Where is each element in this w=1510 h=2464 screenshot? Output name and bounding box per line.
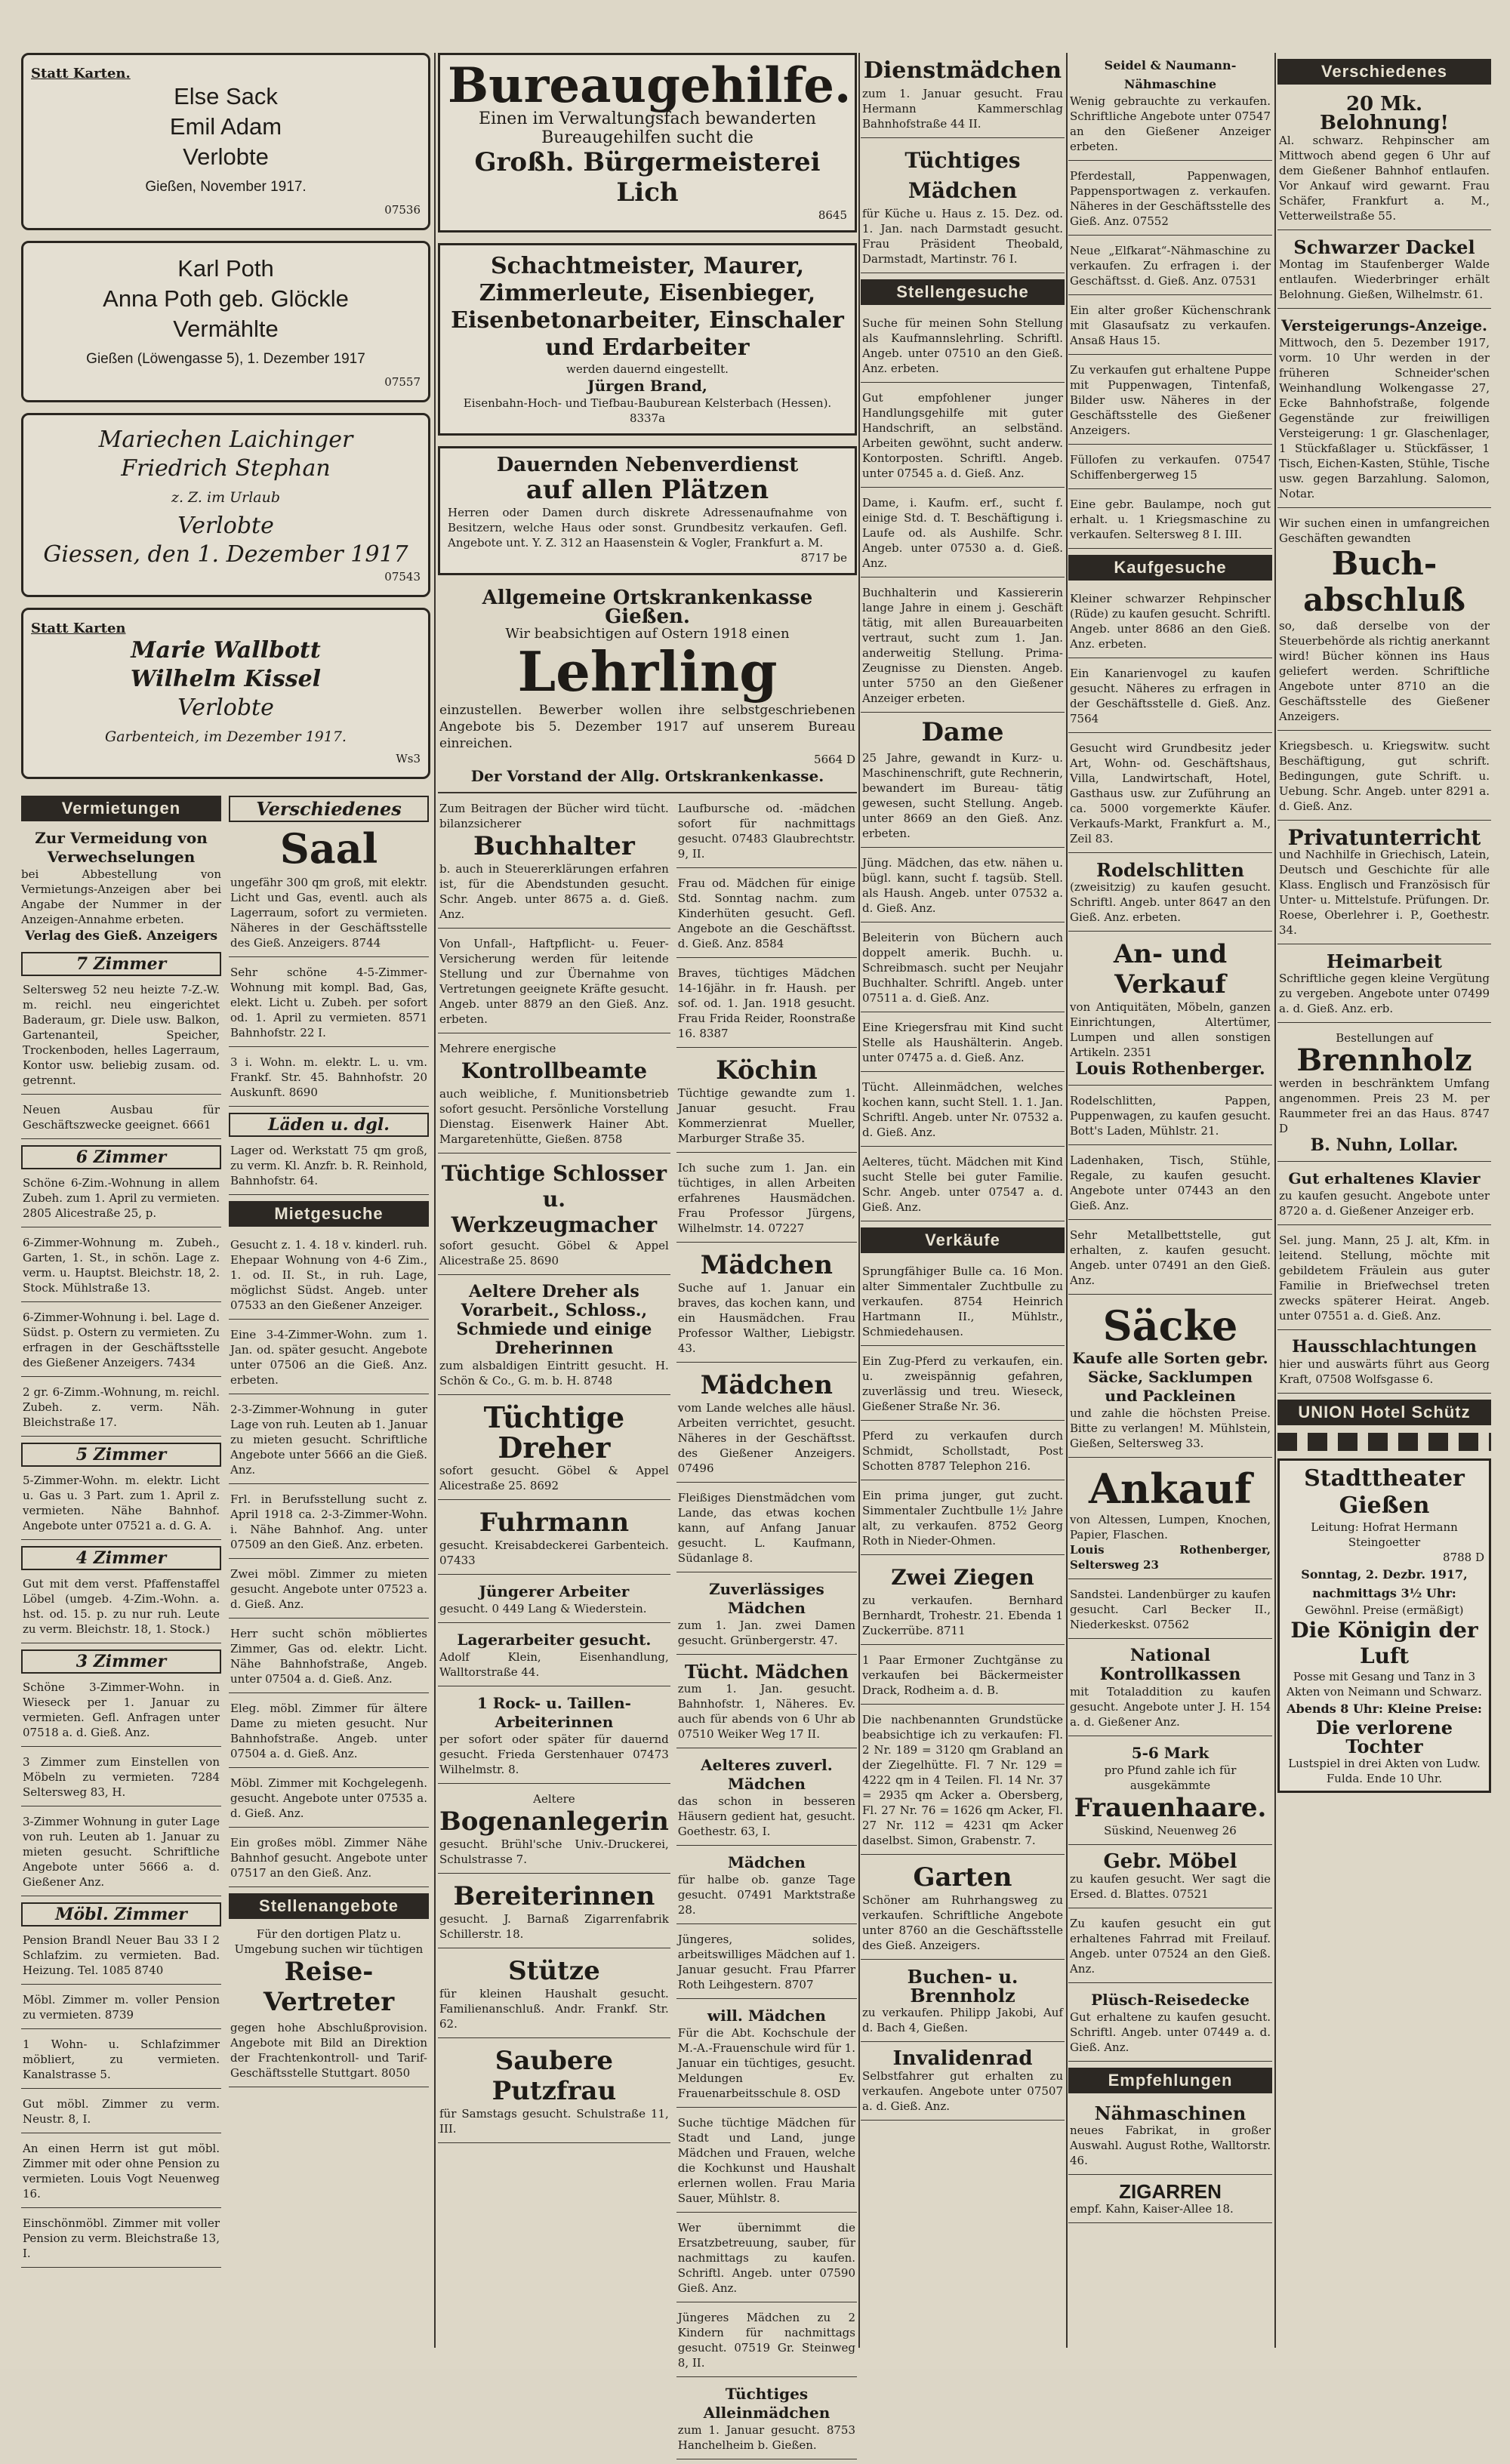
ad-signature: Süskind, Neuenweg 26: [1104, 1824, 1237, 1837]
classified-ad: 3 i. Wohn. m. elektr. L. u. vm. Frankf. Str. 45. Bahnhofstr. 20 Auskunft. 8690: [229, 1052, 429, 1107]
ad-text: Wenig gebrauchte zu verkaufen. Schriftliche Angebote unter 07547 an den Gießener Anzeiger erbeten.: [1070, 94, 1271, 153]
ad-headline-purchase: Ankauf: [1088, 1465, 1253, 1513]
classified-ad: Gesucht z. 1. 4. 18 v. kinderl. ruh. Ehepaar Wohnung von 4-6 Zim., 1. od. II. St., in ruh. Lage, möglichst Südst. Angeb. unter 07533 an den Gießener Anzeiger.: [229, 1234, 429, 1320]
notice-text: bei Abbestellung von Vermietungs-Anzeigen aber bei Angabe der Nummer in der Anzeigen-Annahme erbeten.: [21, 867, 221, 926]
ad-text: Braves, tüchtiges Mädchen 14-16jähr. in fr. Haush. per sof. od. 1. Jan. 1918 gesucht. Frau Frida Reider, Roonstraße 16. 8387: [677, 966, 855, 1040]
ad-text: zum 1. Januar gesucht. 8753 Hanchelheim b. Gießen.: [677, 2423, 855, 2452]
notice-line: Anna Poth geb. Glöckle: [103, 285, 349, 312]
ad-headline: Tüchtiges Alleinmädchen: [703, 2385, 830, 2422]
ad-headline-auction: Versteigerungs-Anzeige.: [1280, 316, 1488, 334]
ad-intro: Wir beabsichtigen auf Ostern 1918 einen: [505, 626, 790, 642]
classified-ad: Ein Kanarienvogel zu kaufen gesucht. Näheres zu erfragen in der Geschäftsstelle d. Gieß. Anz. 7564: [1068, 663, 1272, 733]
ad-headline: Stütze: [508, 1956, 600, 1986]
classified-ad: Ein Zug-Pferd zu verkaufen, ein. u. zweispännig gefahren, zuverlässig und treu. Wieseck, Gießener Straße Nr. 36.: [861, 1351, 1065, 1421]
ad-headline: 1 Rock- u. Taillen-Arbeiterinnen: [476, 1694, 631, 1731]
ad-text: Laufbursche od. -mädchen sofort für nachmittags gesucht. 07483 Glaubrechtstr. 9, II.: [677, 802, 855, 861]
column-rule: [434, 53, 436, 2348]
ad-headline: National Kontrollkassen: [1099, 1646, 1241, 1684]
ad-intro: Mehrere energische: [439, 1042, 556, 1055]
engagement-notice-laichinger-stephan: [21, 413, 430, 597]
classified-ad: Die nachbenannten Grundstücke beabsichtige ich zu verkaufen: Fl. 2 Nr. 189 = 3120 qm Grabland an der Ziegelhütte. Fl. 7 Nr. 129 = 4222 qm in 4 Teilen. Fl. 14 Nr. 37 = 2935 qm Acker a. Obersberg, Fl. 27 Nr. 76 = 1626 qm Acker, Fl. 27 Nr. 112 = 4231 qm Acker daselbst. Simon, Grabenstr. 7.: [861, 1709, 1065, 1855]
theater-title: Stadttheater Gießen: [1304, 1465, 1465, 1519]
ad-text: Fleißiges Dienstmädchen vom Lande, das etwas kochen kann, auf Anfang Januar gesucht. L. Kaufmann, Südanlage 8.: [677, 1491, 855, 1565]
classified-ad: Ein großes möbl. Zimmer Nähe Bahnhof gesucht. Angebote unter 07517 an den Gieß. Anz.: [229, 1832, 429, 1887]
subheader-shops: Läden u. dgl.: [229, 1113, 429, 1137]
ad-headline: Rodelschlitten: [1096, 859, 1244, 881]
misc-and-wanted-section: [229, 790, 429, 2272]
ad-text: vom Lande welches alle häusl. Arbeiten verrichtet, gesucht. Näheres in der Geschäftsst. des Gießener Anzeigers. 07496: [677, 1401, 855, 1475]
ad-text: auch weibliche, f. Munitionsbetrieb sofort gesucht. Persönliche Vorstellung Dienstag. Eisenwerk Hainer Abt. Margaretenhütte, Gießen. 8758: [439, 1087, 669, 1146]
ad-headline: Heimarbeit: [1327, 950, 1442, 972]
theater-play-desc: Posse mit Gesang und Tanz in 3 Akten von Neimann und Schwarz.: [1287, 1670, 1482, 1699]
ad-headline: ZIGARREN: [1119, 2180, 1222, 2203]
ad-text: Al. schwarz. Rehpinscher am Mittwoch abend gegen 6 Uhr auf dem Gießener Bahnhof entlaufen. Vor Ankauf wird gewarnt. Frau Schäfer, Frankfurt a. M., Vetterweilstraße 55.: [1279, 134, 1490, 223]
ad-text: (zweisitzig) zu kaufen gesucht. Schriftl. Angeb. unter 8647 an den Gieß. Anz. erbeten.: [1070, 880, 1271, 924]
classified-ad: Pferd zu verkaufen durch Schmidt, Schollstadt, Post Schotten 8787 Telephon 216.: [861, 1425, 1065, 1480]
ad-headline: Invalidenrad: [892, 2047, 1033, 2070]
ad-code: 5664 D: [814, 753, 855, 766]
notice-line: Gießen (Löwengasse 5), 1. Dezember 1917: [86, 351, 365, 367]
ad-text: Wer übernimmt die Ersatzbetreuung, sauber, für nachmittags zu kaufen. Schriftl. Angeb. unter 07590 Gieß. Anz.: [677, 2221, 855, 2295]
ad-text: gesucht. Brühl'sche Univ.-Druckerei, Schulstrasse 7.: [439, 1837, 669, 1866]
ad-headline: Seidel & Naumann-Nähmaschine: [1104, 58, 1237, 91]
ad-text: Montag im Staufenberger Walde entlaufen. Wiederbringer erhält Belohnung. Gießen, Wilhelmstr. 61.: [1279, 257, 1490, 301]
classified-ad: Einschönmöbl. Zimmer mit voller Pension zu verm. Bleichstraße 13, I.: [21, 2213, 221, 2268]
ad-headline: Saubere Putzfrau: [492, 2046, 617, 2106]
ad-headline: Mädchen: [700, 1250, 833, 1280]
column-job-wanted-sales: [861, 53, 1065, 2348]
ad-headline: Tüchtige Dreher: [483, 1400, 625, 1465]
classified-ad: Zu kaufen gesucht ein gut erhaltenes Fahrrad mit Freilauf. Angeb. unter 07524 an den Gieß. Anz.: [1068, 1913, 1272, 1983]
subheader-3-rooms: 3 Zimmer: [21, 1649, 221, 1674]
ad-construction-workers: [438, 243, 857, 436]
classified-ad: Kriegsbesch. u. Kriegswitw. sucht Beschäftigung, gut schrift. Bedingungen, gute Schrift. u. Uebung. Schr. Angeb. unter 8291 a. d. Gieß. Anz.: [1277, 735, 1491, 821]
ad-signature: Großh. Bürgermeisterei Lich: [474, 147, 821, 208]
ad-headline: Lagerarbeiter gesucht.: [457, 1631, 652, 1649]
classified-ad: 2-3-Zimmer-Wohnung in guter Lage von ruh. Leuten ab 1. Januar zu mieten gesucht. Schriftliche Angebote unter 5666 an die Gieß. Anz.: [229, 1399, 429, 1484]
notice-tag: Statt Karten.: [31, 66, 131, 82]
ad-text: für halbe ob. ganze Tage gesucht. 07491 Marktstraße 28.: [677, 1873, 855, 1917]
classified-ad: Seltersweg 52 neu heizte 7-Z.-W. m. reichl. neu eingerichtet Baderaum, gr. Diele usw. Balkon, Gartenanteil, Speicher, Trockenboden, helles Lagerraum, Kontor usw. beliebig zusam. od. getrennt.: [21, 979, 221, 1095]
ad-text: Jüngeres Mädchen zu 2 Kindern für nachmittags gesucht. 07519 Gr. Steinweg 8, II.: [677, 2311, 855, 2370]
classified-ad: Ein prima junger, gut zucht. Simmentaler Zuchtbulle 1½ Jahre alt, zu verkaufen. 8752 Georg Roth in Nieder-Ohmen.: [861, 1485, 1065, 1555]
ad-text: für kleinen Haushalt gesucht. Familienanschluß. Andr. Frankf. Str. 62.: [439, 1987, 669, 2031]
notice-line: Giessen, den 1. Dezember 1917: [43, 541, 408, 568]
ad-text: von Antiquitäten, Möbeln, ganzen Einrichtungen, Altertümer, Lumpen und allen sonstigen Artikeln. 2351: [1070, 1000, 1271, 1059]
ad-text: für Samstags gesucht. Schulstraße 11, III.: [439, 2107, 669, 2136]
ad-code: 8645: [818, 208, 847, 222]
ad-headline: Zuverlässiges Mädchen: [709, 1580, 824, 1617]
ad-headline-reward: 20 Mk. Belohnung!: [1320, 93, 1449, 134]
classified-ad: Buchhalterin und Kassiererin lange Jahre in einem j. Geschäft tätig, mit allen Bureauarbeiten vertraut, sucht zum 1. Jan. anderweitig Stellung. Prima-Zeugnisse zu Diensten. Angeb. unter 5750 an den Gießener Anzeiger erbeten.: [861, 582, 1065, 713]
ad-text: gesucht. Kreisabdeckerei Garbenteich. 07433: [439, 1538, 669, 1567]
ad-text: zum 1. Januar gesucht. Frau Hermann Kammerschlag Bahnhofstraße 44 II.: [862, 87, 1063, 131]
ad-headline: Tüchtige Schlosser u. Werkzeugmacher: [441, 1161, 667, 1237]
classified-ad: 1 Wohn- u. Schlafzimmer möbliert, zu vermieten. Kanalstrasse 5.: [21, 2034, 221, 2089]
notice-line: Verlobte: [177, 695, 274, 721]
ad-signature: Louis Rothenberger, Seltersweg 23: [1070, 1543, 1271, 1572]
subheader-4-rooms: 4 Zimmer: [21, 1546, 221, 1570]
notice-signature: Verlag des Gieß. Anzeigers: [24, 929, 218, 944]
ad-text: für Küche u. Haus z. 15. Dez. od. 1. Jan. nach Darmstadt gesucht. Frau Präsident Theobald, Darmstadt, Martinstr. 76 I.: [862, 207, 1063, 266]
notice-line: Verlobte: [183, 143, 269, 170]
ad-headline: Kontrollbeamte: [461, 1058, 648, 1083]
engagement-notice-sack-adam: [21, 53, 430, 230]
ad-headline: Mädchen: [727, 1853, 806, 1871]
ad-text: zum 1. Jan. zwei Damen gesucht. Grünbergerstr. 47.: [677, 1619, 855, 1647]
ad-intro: Zum Beitragen der Bücher wird tücht. bilanzsicherer: [439, 802, 669, 830]
ad-code: Ws3: [396, 752, 421, 765]
ad-headline-bookkeeping: Buch-abschluß: [1303, 545, 1465, 618]
ad-headline: Allgemeine Ortskrankenkasse Gießen.: [482, 587, 813, 628]
classified-ad: An einen Herrn ist gut möbl. Zimmer mit oder ohne Pension zu vermieten. Louis Vogt Neuenweg 16.: [21, 2138, 221, 2208]
ad-text: Eisenbahn-Hoch- und Tiefbau-Bauburean Kelsterbach (Hessen). 8337a: [463, 396, 832, 425]
classified-ad: Eine 3-4-Zimmer-Wohn. zum 1. Jan. od. später gesucht. Angebote unter 07506 an die Gieß. Anz. erbeten.: [229, 1324, 429, 1394]
classified-ad: Pferdestall, Pappenwagen, Pappensportwagen z. verkaufen. Näheres in der Geschäftsstelle des Gieß. Anz. 07552: [1068, 165, 1272, 236]
notice-line: Else Sack: [174, 83, 278, 109]
ad-text: hier und auswärts führt aus Georg Kraft, 07508 Wolfsgasse 6.: [1279, 1357, 1490, 1386]
ad-headline: Tücht. Mädchen: [684, 1661, 849, 1683]
ad-headline: Nähmaschinen: [1094, 2102, 1247, 2124]
ad-headline-sacks: Säcke: [1102, 1301, 1238, 1350]
ad-headline-hall: Saal: [279, 824, 378, 873]
classified-ad: Ein alter großer Küchenschrank mit Glasaufsatz zu verkaufen. Ansaß Haus 15.: [1068, 300, 1272, 355]
ad-text: Suche auf 1. Januar ein braves, das kochen kann, und ein Hausmädchen. Frau Professor Walther, Liebigstr. 43.: [677, 1281, 855, 1355]
section-header-rental-wanted: Mietgesuche: [229, 1201, 429, 1227]
classified-ad: 3 Zimmer zum Einstellen von Möbeln zu vermieten. 7284 Seltersweg 83, H.: [21, 1751, 221, 1806]
ad-text: Für die Abt. Kochschule der M.-A.-Frauenschule wird für 1. Januar ein tüchtiges, gesucht. Meldungen Ev. Frauenarbeitsschule 8. OSD: [677, 2026, 855, 2100]
subheader-5-rooms: 5 Zimmer: [21, 1443, 221, 1467]
notice-line: Wilhelm Kissel: [130, 666, 322, 692]
column-rule: [1066, 53, 1068, 2348]
ad-headline: Gut erhaltenes Klavier: [1288, 1169, 1481, 1187]
ad-apprentice-ortskrankenkasse: [438, 586, 857, 793]
ad-text: einzustellen. Bewerber wollen ihre selbstgeschriebenen Angebote bis 5. Dezember 1917 auf unserem Bureau einreichen.: [439, 703, 855, 751]
subheader-7-rooms: 7 Zimmer: [21, 952, 221, 976]
theater-date: Sonntag, 2. Dezbr. 1917, nachmittags 3½ Uhr:: [1301, 1567, 1468, 1600]
classified-ad: Herr sucht schön möbliertes Zimmer, Gas od. elektr. Licht. Nähe Bahnhofstraße, Angeb. unter 07504 a. d. Gieß. Anz.: [229, 1623, 429, 1693]
theater-prices: Gewöhnl. Preise (ermäßigt): [1305, 1603, 1464, 1617]
ad-headline: Fuhrmann: [479, 1508, 630, 1538]
section-header-jobs-wanted: Stellengesuche: [861, 279, 1065, 305]
ad-text: von Altessen, Lumpen, Knochen, Papier, Flaschen.: [1070, 1513, 1271, 1542]
ad-headline: Aeltere Dreher als Vorarbeit., Schloss., Schmiede und einige Dreherinnen: [456, 1282, 652, 1358]
ad-text: das schon in besseren Häusern gedient hat, gesucht. Goethestr. 63, I.: [677, 1794, 855, 1838]
column-rule: [1274, 53, 1276, 2348]
theater-play-desc-2: Lustspiel in drei Akten von Ludw. Fulda. Ende 10 Uhr.: [1288, 1757, 1481, 1785]
ad-text: Adolf Klein, Eisenhandlung, Walltorstraße 44.: [439, 1650, 669, 1679]
ad-headline: Buchhalter: [473, 831, 635, 861]
classified-ad: 2 gr. 6-Zimm.-Wohnung, m. reichl. Zubeh. z. verm. Näh. Bleichstraße 17.: [21, 1381, 221, 1437]
classified-ad: Sehr schöne 4-5-Zimmer-Wohnung mit kompl. Bad, Gas, elekt. Licht u. Zubeh. per sofort od. 1. April zu vermieten. 8571 Bahnhofstr. 22 I.: [229, 962, 429, 1047]
ad-code: 07557: [384, 375, 421, 389]
ad-intro: Für den dortigen Platz u. Umgebung suchen wir tüchtigen: [234, 1927, 424, 1956]
classified-ad: Zu verkaufen gut erhaltene Puppe mit Puppenwagen, Tintenfaß, Bilder usw. Näheres in der Geschäftsstelle des Gießener Anzeigers.: [1068, 359, 1272, 445]
classified-ad: Eine Kriegersfrau mit Kind sucht Stelle als Haushälterin. Angeb. unter 07475 a. d. Gieß. Anz.: [861, 1017, 1065, 1072]
ad-text: zu kaufen gesucht. Angebote unter 8720 a. d. Gießener Anzeiger erb.: [1279, 1189, 1490, 1218]
notice-line: Garbenteich, im Dezember 1917.: [105, 728, 347, 745]
column-job-ads: [438, 53, 857, 2452]
ad-headline-tutoring: Privatunterricht: [1287, 825, 1481, 850]
ad-text: zu verkaufen. Philipp Jakobi, Auf d. Bach 4, Gießen.: [862, 2006, 1063, 2034]
ad-headline: Zwei Ziegen: [891, 1565, 1034, 1590]
theater-play-title: Die Königin der Luft: [1290, 1618, 1478, 1668]
ad-text: neues Fabrikat, in großer Auswahl. August Rothe, Walltorstr. 46.: [1070, 2124, 1271, 2167]
ad-subheadline: Kaufe alle Sorten gebr. Säcke, Sacklumpen und Packleinen: [1072, 1349, 1268, 1405]
classified-ad: Kleiner schwarzer Rehpinscher (Rüde) zu kaufen gesucht. Schriftl. Angeb. unter 8686 an den Gieß. Anz. erbeten.: [1068, 588, 1272, 658]
ad-signature: Der Vorstand der Allg. Ortskrankenkasse.: [470, 767, 824, 785]
classified-ad: Gut empfohlener junger Handlungsgehilfe mit guter Handschrift, an selbständ. Arbeiten gewöhnt, sucht anderw. Kontorposten. Schriftl. Angeb. unter 07545 a. d. Gieß. Anz.: [861, 387, 1065, 488]
ad-text: Selbstfahrer gut erhalten zu verkaufen. Angebote unter 07507 a. d. Gieß. Anz.: [862, 2069, 1063, 2113]
classified-ad: Beleiterin von Büchern auch doppelt amerik. Buchh. u. Schreibmasch. sucht per Neujahr Buchhalter. Schriftl. Angeb. unter 07511 a. d. Gieß. Anz.: [861, 927, 1065, 1012]
ad-text: Gut erhaltene zu kaufen gesucht. Schriftl. Angeb. unter 07449 a. d. Gieß. Anz.: [1070, 2010, 1271, 2054]
notice-line: Verlobte: [177, 513, 274, 539]
classified-ad: Schöne 3-Zimmer-Wohn. in Wieseck per 1. Januar zu vermieten. Gefl. Anfragen unter 07518 a. d. Gieß. Anz.: [21, 1677, 221, 1747]
classified-ad: Ladenhaken, Tisch, Stühle, Regale, zu kaufen gesucht. Angebote unter 07443 an den Gieß. Anz.: [1068, 1150, 1272, 1220]
classified-ad: 6-Zimmer-Wohnung i. bel. Lage d. Südst. p. Ostern zu vermieten. Zu erfragen in der Geschäftsstelle des Gießener Anzeigers. 7434: [21, 1307, 221, 1377]
ad-text: Suche tüchtige Mädchen für Stadt und Land, junge Mädchen und Frauen, welche die Kochkunst und Haushalt erlernen wollen. Frau Maria Sauer, Mühlstr. 8.: [677, 2116, 855, 2205]
ad-text: Von Unfall-, Haftpflicht- u. Feuer-Versicherung werden für leitende Stellung und zur Übernahme von Vertretungen geeignete Kräfte gesucht. Angeb. unter 8879 an den Gieß. Anz. erbeten.: [439, 937, 669, 1026]
theater-ad: [1277, 1458, 1491, 1793]
classified-ad: Sandstei. Landenbürger zu kaufen gesucht. Carl Becker II., Niederkeskst. 07562: [1068, 1584, 1272, 1639]
ad-headline: Schwarzer Dackel: [1293, 236, 1475, 258]
classified-ad: 3-Zimmer Wohnung in guter Lage von ruh. Leuten ab 1. Januar zu mieten gesucht. Schriftliche Angebote unter 5666 a. d. Gießener Anz.: [21, 1811, 221, 1896]
section-header-sales: Verkäufe: [861, 1227, 1065, 1253]
ad-headline: Hausschlachtungen: [1292, 1337, 1477, 1357]
ad-code: 8788 D: [1443, 1551, 1484, 1564]
ad-text: zum alsbaldigen Eintritt gesucht. H. Schön & Co., G. m. b. H. 8748: [439, 1359, 669, 1388]
ad-text: und Nachhilfe in Griechisch, Latein, Deutsch und Geschichte für alle Klass. Englisch und Französisch für Unter- u. Mittelstufe. Prüfungen. Dr. Roese, Oberlehrer i. P., Goethestr. 34.: [1279, 848, 1490, 937]
ad-intro: Wir suchen einen in umfangreichen Geschäften gewandten: [1279, 516, 1490, 545]
ad-headline: Bereiterinnen: [453, 1881, 655, 1911]
ad-headline-apprentice: Lehrling: [517, 639, 778, 704]
ad-headline-firewood: Brennholz: [1296, 1043, 1472, 1078]
ad-headline: Jüngerer Arbeiter: [479, 1582, 630, 1600]
ad-text: zum 1. Jan. gesucht. Bahnhofstr. 1, Näheres. Ev. auch für abends von 6 Uhr ab 07510 Weiker Weg 17 II.: [677, 1682, 855, 1741]
classified-ad: Pension Brandl Neuer Bau 33 I 2 Schlafzim. zu vermieten. Bad. Heizung. Tel. 1085 8740: [21, 1930, 221, 1985]
classified-ad: Aelteres, tücht. Mädchen mit Kind sucht Stelle bei guter Familie. Schr. Angeb. unter 07547 a. d. Gieß. Anz.: [861, 1151, 1065, 1221]
classified-ad: Sehr Metallbettstelle, gut erhalten, z. kaufen gesucht. Angeb. unter 07491 an den Gieß. Anz.: [1068, 1224, 1272, 1295]
ad-signature: Jürgen Brand,: [587, 377, 707, 395]
ad-signature: B. Nuhn, Lollar.: [1310, 1135, 1459, 1155]
theater-evening: Abends 8 Uhr: Kleine Preise:: [1287, 1702, 1482, 1716]
ad-headline: Bogenanlegerin: [439, 1806, 669, 1837]
classified-ad: Frl. in Berufsstellung sucht z. April 1918 ca. 2-3-Zimmer-Wohn. i. Nähe Bahnhof. Ang. unter 07509 an den Gieß. Anz. erbeten.: [229, 1489, 429, 1559]
classified-ad: Eine gebr. Baulampe, noch gut erhalt. u. 1 Kriegsmaschine zu verkaufen. Seltersweg 8 I. III.: [1068, 494, 1272, 549]
ad-text: sofort gesucht. Göbel & Appel Alicestraße 25. 8690: [439, 1239, 669, 1267]
notice-line: Karl Poth: [177, 255, 274, 282]
ad-text: Schöner am Ruhrhangsweg zu verkaufen. Schriftliche Angebote unter 8760 an die Geschäftsstelle des Gieß. Anzeigers.: [862, 1893, 1063, 1952]
ad-headline: Bureaugehilfe.: [448, 57, 852, 114]
ad-headline: Schachtmeister, Maurer, Zimmerleute, Eisenbieger, Eisenbetonarbeiter, Einschaler und Erdarbeiter: [451, 253, 844, 361]
notice-tag: Statt Karten: [31, 621, 126, 636]
ad-text: werden dauernd eingestellt.: [566, 362, 729, 376]
notice-line: Vermählte: [173, 316, 279, 342]
ad-headline: Gebr. Möbel: [1103, 1850, 1237, 1873]
ad-text: mit Totaladdition zu kaufen gesucht. Angebote unter J. H. 154 a. d. Gießener Anz.: [1070, 1685, 1271, 1729]
ad-intro: Aeltere: [533, 1792, 575, 1806]
ad-subheadline: auf allen Plätzen: [525, 475, 769, 505]
ad-text: pro Pfund zahle ich für ausgekämmte: [1104, 1763, 1237, 1792]
ad-text: gesucht. 0 449 Lang & Wiederstein.: [439, 1602, 647, 1615]
ad-side-income: [438, 446, 857, 575]
classified-ad: Suche für meinen Sohn Stellung als Kaufmannslehrling. Schriftl. Angeb. unter 07510 an den Gieß. Anz. erbeten.: [861, 313, 1065, 383]
classified-ad: Zwei möbl. Zimmer zu mieten gesucht. Angebote unter 07523 a. d. Gieß. Anz.: [229, 1563, 429, 1619]
ad-signature: Louis Rothenberger.: [1075, 1059, 1265, 1079]
ad-headline: Mädchen: [700, 1370, 833, 1400]
classified-ad: Sel. jung. Mann, 25 J. alt, Kfm. in leitend. Stellung, möchte mit gebildetem Fräulein aus guter Familie in Briefwechsel treten zwecks späterer Heirat. Angeb. unter 07551 a. d. Gieß. Anz.: [1277, 1230, 1491, 1330]
notice-line: z. Z. im Urlaub: [171, 489, 281, 506]
classified-ad: Gut möbl. Zimmer zu verm. Neustr. 8, I.: [21, 2093, 221, 2133]
ad-intro: Bestellungen auf: [1336, 1031, 1433, 1045]
engagement-notice-wallbott-kissel: [21, 608, 430, 779]
column-rule: [858, 53, 860, 2348]
classified-ad: Tücht. Alleinmädchen, welches kochen kann, sucht Stell. 1. 1. Jan. Schriftl. Angeb. unter Nr. 07532 a. d. Gieß. Anz.: [861, 1076, 1065, 1147]
ad-headline: will. Mädchen: [707, 2007, 826, 2025]
classified-ad: Lager od. Werkstatt 75 qm groß, zu verm. Kl. Anzfr. b. R. Reinhold, Bahnhofstr. 64.: [229, 1140, 429, 1195]
classified-ad: Eleg. möbl. Zimmer für ältere Dame zu mieten gesucht. Nur Bahnhofstraße. Angeb. unter 07504 a. d. Gieß. Anz.: [229, 1698, 429, 1768]
wedding-notice-poth: [21, 241, 430, 402]
classified-ad: 5-Zimmer-Wohn. m. elektr. Licht u. Gas u. 3 Part. zum 1. April z. vermieten. Nähe Bahnhof. Angebote unter 07521 a. d. G. A.: [21, 1470, 221, 1540]
rentals-section: [21, 790, 221, 2272]
ad-headline: Tüchtiges Mädchen: [904, 148, 1021, 203]
classified-ad: Füllofen zu verkaufen. 07547 Schiffenbergerweg 15: [1068, 449, 1272, 489]
ad-text: so, daß derselbe von der Steuerbehörde als richtig anerkannt wird! Bücher können ins Haus geliefert werden. Schriftliche Angebote unter 8710 an die Geschäftsstelle des Gießener Anzeigers.: [1279, 619, 1490, 723]
ad-code: 07543: [384, 570, 421, 584]
column-family-notices: [21, 53, 430, 2348]
column-misc: [1277, 53, 1491, 2348]
ad-headline: Aelteres zuverl. Mädchen: [701, 1756, 833, 1793]
ad-code: 8717 be: [800, 551, 847, 565]
theater-management: Leitung: Hofrat Hermann Steingoetter: [1311, 1520, 1458, 1549]
classified-ad: ungefähr 300 qm groß, mit elektr. Licht und Gas, eventl. auch als Lagerraum, sofort zu vermieten. Näheres in der Geschäftsstelle des Gieß. Anzeigers. 8744: [229, 872, 429, 957]
classified-ad: 1 Paar Ermoner Zuchtgänse zu verkaufen bei Bäckermeister Drack, Rodheim a. d. B.: [861, 1649, 1065, 1705]
job-ads-subcolumn-left: [438, 798, 670, 2464]
section-header-misc: Verschiedenes: [1277, 59, 1491, 85]
ad-text: per sofort oder später für dauernd gesucht. Frieda Gerstenhauer 07473 Wilhelmstr. 8.: [439, 1732, 669, 1776]
subheader-6-rooms: 6 Zimmer: [21, 1145, 221, 1169]
notice-line: Mariechen Laichinger: [98, 427, 353, 453]
column-sales-purchase: [1068, 53, 1272, 2348]
ad-text: b. auch in Steuererklärungen erfahren ist, für die Abendstunden gesucht. Schr. Angeb. unter 8675 a. d. Gieß. Anz.: [439, 862, 669, 921]
ad-headline: Köchin: [716, 1055, 818, 1086]
classified-ad: 6-Zimmer-Wohnung m. Zubeh., Garten, 1. St., in schön. Lage z. verm. u. Hauptst. Bleichstr. 18, 2. Stock. Mühlstraße 13.: [21, 1232, 221, 1302]
banner-union-hotel: UNION Hotel Schütz: [1277, 1400, 1491, 1425]
classified-ad: Sprungfähiger Bulle ca. 16 Mon. alter Simmentaler Zuchtbulle zu verkaufen. 8754 Heinrich Hartmann II., Mühlstr., Schmiedehausen.: [861, 1261, 1065, 1346]
ad-text: Tüchtige gewandte zum 1. Januar gesucht. Frau Kommerzienrat Mueller, Marburger Straße 35.: [677, 1086, 855, 1145]
ad-text: zu kaufen gesucht. Wer sagt die Ersed. d. Blattes. 07521: [1070, 1872, 1271, 1901]
ad-headline-sales-rep: Reise-Vertreter: [263, 1957, 395, 2017]
ad-text: und zahle die höchsten Preise. Bitte zu verlangen! M. Mühlstein, Gießen, Seltersweg 33.: [1070, 1406, 1271, 1450]
notice-line: Emil Adam: [169, 113, 282, 140]
job-ads-subcolumn-right: [676, 798, 857, 2464]
classified-ad: Neue „Elfkarat“-Nähmaschine zu verkaufen. Zu erfragen i. der Geschäftsst. d. Gieß. Anz. 07531: [1068, 240, 1272, 295]
classified-ad: Jüng. Mädchen, das etw. nähen u. bügl. kann, sucht f. tagsüb. Stell. als Haush. Angeb. unter 07532 a. d. Gieß. Anz.: [861, 852, 1065, 922]
classified-ad: Rodelschlitten, Pappen, Puppenwagen, zu kaufen gesucht. Bott's Laden, Mühlstr. 21.: [1068, 1090, 1272, 1145]
ad-headline: 5-6 Mark: [1131, 1744, 1210, 1762]
ad-text: Jüngeres, solides, arbeitswilliges Mädchen auf 1. Januar gesucht. Frau Pfarrer Roth Leihgestern. 8707: [677, 1933, 855, 1991]
classified-ad: Gesucht wird Grundbesitz jeder Art, Wohn- od. Geschäftshaus, Villa, Landwirtschaft, Hotel, Gasthaus usw. zur Zuführung an ca. 5000 vorgemerkte Käufer. Verkaufs-Markt, Frankfurt a. M., Zeil 83.: [1068, 738, 1272, 853]
ad-text: Schriftliche gegen kleine Vergütung zu vergeben. Angebote unter 07499 a. d. Gieß. Anz. erb.: [1279, 972, 1490, 1015]
ornament-border: [1277, 1433, 1491, 1451]
notice-line: Marie Wallbott: [131, 637, 321, 664]
theater-play-title-2: Die verlorene Tochter: [1315, 1717, 1453, 1757]
ad-text: gesucht. J. Barnaß Zigarrenfabrik Schillerstr. 18.: [439, 1912, 669, 1941]
ad-text: werden in beschränktem Umfang angenommen. Preis 23 M. per Raummeter frei an das Haus. 8747 D: [1279, 1076, 1490, 1135]
ad-code: 07536: [384, 203, 421, 217]
classified-ad: 25 Jahre, gewandt in Kurz- u. Maschinenschrift, gute Rechnerin, bewandert im Bureau- tätig gewesen, sucht Stellung. Angeb. unter 8669 an den Gieß. Anz. erbeten.: [861, 747, 1065, 848]
ad-bureau-assistant: [438, 53, 857, 233]
ad-text: Frau od. Mädchen für einige Std. Sonntag nachm. zum Kinderhüten gesucht. Gefl. Angebote an die Geschäftsst. d. Gieß. Anz. 8584: [677, 876, 855, 950]
subheader-furnished-rooms: Möbl. Zimmer: [21, 1902, 221, 1927]
ad-text: Ich suche zum 1. Jan. ein tüchtiges, in allen Arbeiten erfahrenes Hausmädchen. Frau Professor Jürgens, Wilhelmstr. 14. 07227: [677, 1161, 855, 1235]
classified-ad: gegen hohe Abschlußprovision. Angebote mit Bild an Direktion der Frachtenkontroll- und Tarif-Geschäftsstelle Stuttgart. 8050: [229, 2017, 429, 2087]
section-header-recommendations: Empfehlungen: [1068, 2068, 1272, 2093]
ad-text: empf. Kahn, Kaiser-Allee 18.: [1070, 2202, 1234, 2216]
section-header-rentals: Vermietungen: [21, 796, 221, 821]
ad-text: Herren oder Damen durch diskrete Adressenaufnahme von Besitzern, welche Haus oder sonst. Grundbesitz verkaufen. Gefl. Angebote unt. Y. Z. 312 an Haasenstein & Vogler, Frankfurt a. M.: [448, 506, 847, 550]
classified-ad: Schöne 6-Zim.-Wohnung in allem Zubeh. zum 1. April zu vermieten. 2805 Alicestraße 25, p.: [21, 1172, 221, 1227]
section-header-jobs-offered: Stellenangebote: [229, 1893, 429, 1919]
section-header-purchase-wanted: Kaufgesuche: [1068, 555, 1272, 581]
ad-headline: Dienstmädchen: [863, 57, 1062, 84]
ad-headline: Garten: [913, 1862, 1012, 1893]
ad-text: Einen im Verwaltungsfach bewanderten Bureaugehilfen sucht die: [479, 109, 816, 147]
ad-text: zu verkaufen. Bernhard Bernhardt, Trohestr. 21. Ebenda 1 Zuckerrübe. 8711: [862, 1594, 1063, 1637]
ad-headline: Dauernden Nebenverdienst: [496, 454, 799, 476]
classified-ad: Dame, i. Kaufm. erf., sucht f. einige Std. d. T. Beschäftigung i. Laufe od. als Aushilfe. Schr. Angeb. unter 07530 a. d. Gieß. Anz.: [861, 492, 1065, 578]
ad-headline-womens-hair: Frauenhaare.: [1074, 1793, 1267, 1823]
notice-title: Zur Vermeidung von Verwechselungen: [35, 829, 208, 866]
classified-ad: Neuen Ausbau für Geschäftszwecke geeignet. 6661: [21, 1099, 221, 1139]
classified-ad: Möbl. Zimmer mit Kochgelegenh. gesucht. Angebote unter 07535 a. d. Gieß. Anz.: [229, 1773, 429, 1828]
notice-line: Gießen, November 1917.: [145, 179, 307, 195]
classified-ad: Gut mit dem verst. Pfaffenstaffel Löbel (umgeb. 4-Zim.-Wohn. a. hst. od. 15. p. zu nur ruh. Leute zu verm. Bleichstr. 18, 1. Stock.): [21, 1573, 221, 1643]
ad-headline-lady: Dame: [921, 717, 1004, 747]
ad-headline: Buchen- u. Brennholz: [907, 1966, 1018, 2007]
ad-text: Mittwoch, den 5. Dezember 1917, vorm. 10 Uhr werden in der früheren Schneider'schen Weinhandlung Wolkengasse 27, Ecke Bahnhofstraße, folgende Gegenstände zur freiwilligen Versteigerung: 1 gr. Glaschenlager, 1 Stückfaßlager u. Stückfässer, 1 Tisch, Eichen-Kasten, Stühle, Tische usw. gegen Barzahlung. Salomon, Notar.: [1279, 336, 1490, 500]
ad-headline: Plüsch-Reisedecke: [1091, 1991, 1250, 2009]
ad-text: sofort gesucht. Göbel & Appel Alicestraße 25. 8692: [439, 1464, 669, 1492]
subheader-misc: Verschiedenes: [229, 796, 429, 822]
ad-headline: An- und Verkauf: [1113, 939, 1228, 999]
notice-line: Friedrich Stephan: [121, 455, 331, 482]
classified-ad: Möbl. Zimmer m. voller Pension zu vermieten. 8739: [21, 1989, 221, 2029]
